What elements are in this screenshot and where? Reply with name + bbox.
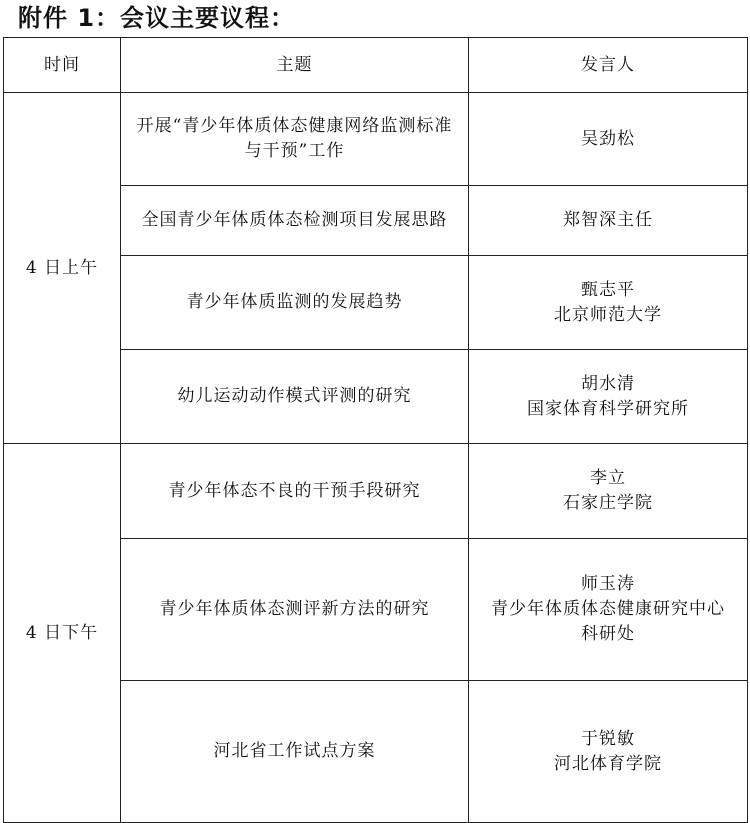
session-time-morning: 4 日上午 <box>4 93 121 444</box>
speaker-name: 甄志平 <box>581 279 635 300</box>
speaker-name: 师玉涛 <box>581 574 635 594</box>
speaker-cell <box>469 256 748 350</box>
header-time: 时间 <box>4 38 121 93</box>
speaker-name: 郑智深主任 <box>563 210 653 230</box>
speaker-affiliation: 国家体育科学研究所 <box>527 398 689 419</box>
topic-cell: 青少年体质体态测评新方法的研究 <box>121 539 469 681</box>
speaker-name: 吴劲松 <box>581 128 635 149</box>
header-topic: 主题 <box>121 38 469 93</box>
speaker-affiliation: 石家庄学院 <box>563 493 653 513</box>
topic-cell: 青少年体态不良的干预手段研究 <box>121 444 469 539</box>
table-row <box>4 444 748 539</box>
agenda-table <box>3 37 748 823</box>
topic-cell: 河北省工作试点方案 <box>121 681 469 823</box>
speaker-cell <box>469 539 748 681</box>
topic-cell: 全国青少年体质体态检测项目发展思路 <box>121 186 469 256</box>
topic-cell: 青少年体质监测的发展趋势 <box>121 256 469 350</box>
session-time-afternoon: 4 日下午 <box>4 444 121 823</box>
speaker-cell <box>469 93 748 186</box>
speaker-name: 胡水清 <box>581 373 635 394</box>
header-speaker: 发言人 <box>469 38 748 93</box>
speaker-name: 于锐敏 <box>581 728 635 749</box>
speaker-cell <box>469 186 748 256</box>
speaker-cell <box>469 350 748 444</box>
topic-cell: 开展“青少年体质体态健康网络监测标准与干预”工作 <box>121 93 469 186</box>
topic-cell: 幼儿运动动作模式评测的研究 <box>121 350 469 444</box>
header-row <box>4 38 748 93</box>
document-title: 附件 1：会议主要议程： <box>18 4 296 32</box>
table-row <box>4 93 748 186</box>
speaker-cell <box>469 444 748 539</box>
speaker-affiliation: 河北体育学院 <box>554 753 662 774</box>
speaker-name: 李立 <box>590 468 626 488</box>
speaker-cell <box>469 681 748 823</box>
speaker-department: 科研处 <box>581 624 635 644</box>
speaker-affiliation: 青少年体质体态健康研究中心 <box>491 599 725 619</box>
speaker-affiliation: 北京师范大学 <box>554 304 662 325</box>
